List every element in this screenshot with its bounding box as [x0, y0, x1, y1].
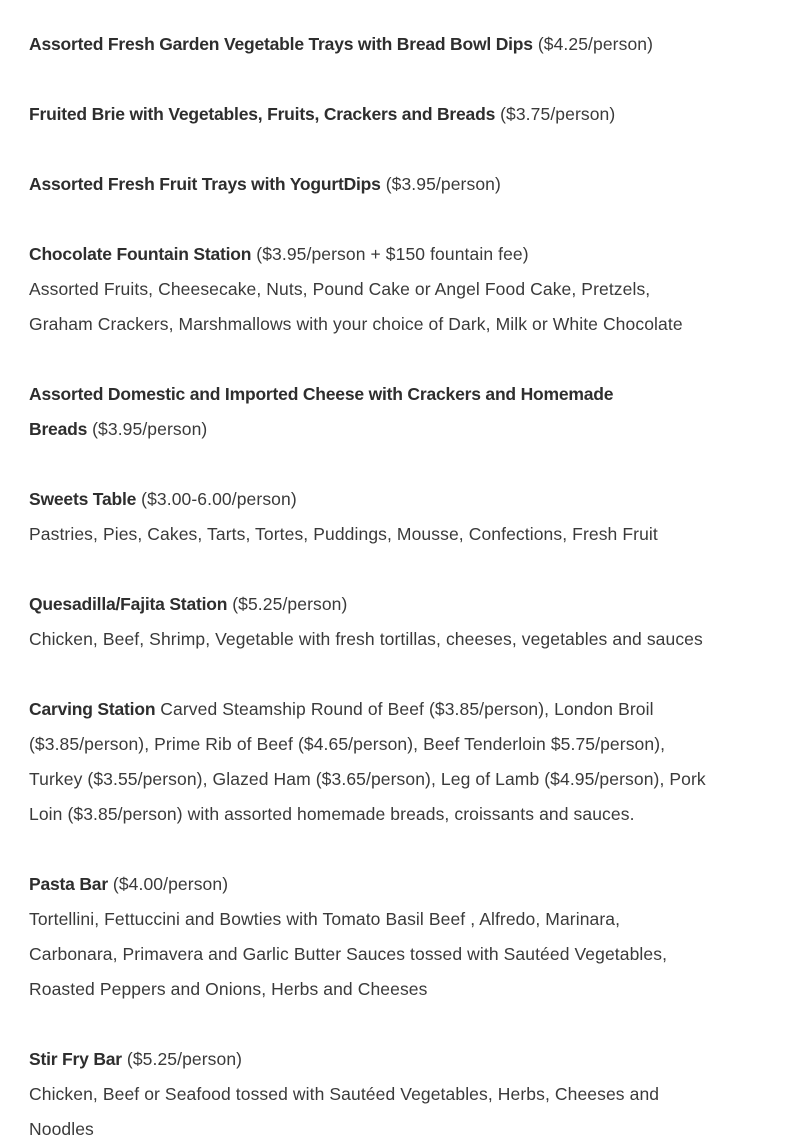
item-description: Turkey ($3.55/person), Glazed Ham ($3.65/person), Leg of Lamb ($4.95/person), Pork	[29, 769, 706, 789]
item-name: Pasta Bar	[29, 874, 108, 894]
item-price: ($3.95/person)	[385, 174, 501, 194]
item-price: ($3.95/person + $150 fountain fee)	[256, 244, 529, 264]
item-description: Roasted Peppers and Onions, Herbs and Cheeses	[29, 979, 428, 999]
spacer	[29, 202, 774, 237]
item-name: Quesadilla/Fajita Station	[29, 594, 228, 614]
item-description: Carbonara, Primavera and Garlic Butter Sauces tossed with Sautéed Vegetables,	[29, 944, 668, 964]
spacer	[29, 132, 774, 167]
spacer	[29, 832, 774, 867]
menu-item-cheese	[29, 377, 774, 412]
item-name: Assorted Fresh Garden Vegetable Trays with Bread Bowl Dips	[29, 34, 533, 54]
item-price: ($5.25/person)	[232, 594, 348, 614]
spacer	[29, 62, 774, 97]
item-price: ($4.25/person)	[537, 34, 654, 54]
item-name: Assorted Domestic and Imported Cheese with Crackers and Homemade	[29, 384, 614, 404]
item-description: Assorted Fruits, Cheesecake, Nuts, Pound Cake or Angel Food Cake, Pretzels,	[29, 279, 651, 299]
menu-item-fruited-brie	[29, 97, 774, 132]
menu-item-quesadilla-station	[29, 587, 774, 622]
item-name: Stir Fry Bar	[29, 1049, 122, 1069]
item-description: Chicken, Beef or Seafood tossed with Sautéed Vegetables, Herbs, Cheeses and	[29, 1084, 660, 1104]
menu-content	[29, 0, 774, 1147]
item-price: ($3.00-6.00/person)	[141, 489, 297, 509]
item-name: Fruited Brie with Vegetables, Fruits, Crackers and Breads	[29, 104, 496, 124]
spacer	[29, 342, 774, 377]
item-name: Breads	[29, 419, 88, 439]
menu-item-chocolate-fountain	[29, 237, 774, 272]
cut-off-line	[29, 0, 774, 17]
spacer	[29, 17, 774, 27]
spacer	[29, 552, 774, 587]
spacer	[29, 447, 774, 482]
item-description: Noodles	[29, 1119, 94, 1139]
menu-item-vegetable-trays	[29, 27, 774, 62]
item-price: ($5.25/person)	[126, 1049, 243, 1069]
menu-item-cheese-cont	[29, 412, 774, 447]
item-description: Carved Steamship Round of Beef ($3.85/person), London Broil	[160, 699, 654, 719]
menu-item-carving-station	[29, 692, 774, 727]
menu-item-stir-fry-bar	[29, 1042, 774, 1077]
spacer	[29, 657, 774, 692]
menu-item-sweets-table	[29, 482, 774, 517]
item-price: ($3.75/person)	[500, 104, 616, 124]
item-price: ($4.00/person)	[112, 874, 229, 894]
item-description: Tortellini, Fettuccini and Bowties with Tomato Basil Beef , Alfredo, Marinara,	[29, 909, 621, 929]
menu-item-fruit-trays	[29, 167, 774, 202]
item-description: Pastries, Pies, Cakes, Tarts, Tortes, Puddings, Mousse, Confections, Fresh Fruit	[29, 524, 658, 544]
item-name: Chocolate Fountain Station	[29, 244, 252, 264]
item-name: Carving Station	[29, 699, 156, 719]
spacer	[29, 1007, 774, 1042]
item-name: Assorted Fresh Fruit Trays with YogurtDips	[29, 174, 381, 194]
item-description: Graham Crackers, Marshmallows with your choice of Dark, Milk or White Chocolate	[29, 314, 683, 334]
item-price: ($3.95/person)	[92, 419, 208, 439]
item-description: Chicken, Beef, Shrimp, Vegetable with fresh tortillas, cheeses, vegetables and sauces	[29, 629, 703, 649]
menu-item-pasta-bar	[29, 867, 774, 902]
item-description: Loin ($3.85/person) with assorted homemade breads, croissants and sauces.	[29, 804, 635, 824]
item-name: Sweets Table	[29, 489, 137, 509]
item-description: ($3.85/person), Prime Rib of Beef ($4.65/person), Beef Tenderloin $5.75/person),	[29, 734, 666, 754]
